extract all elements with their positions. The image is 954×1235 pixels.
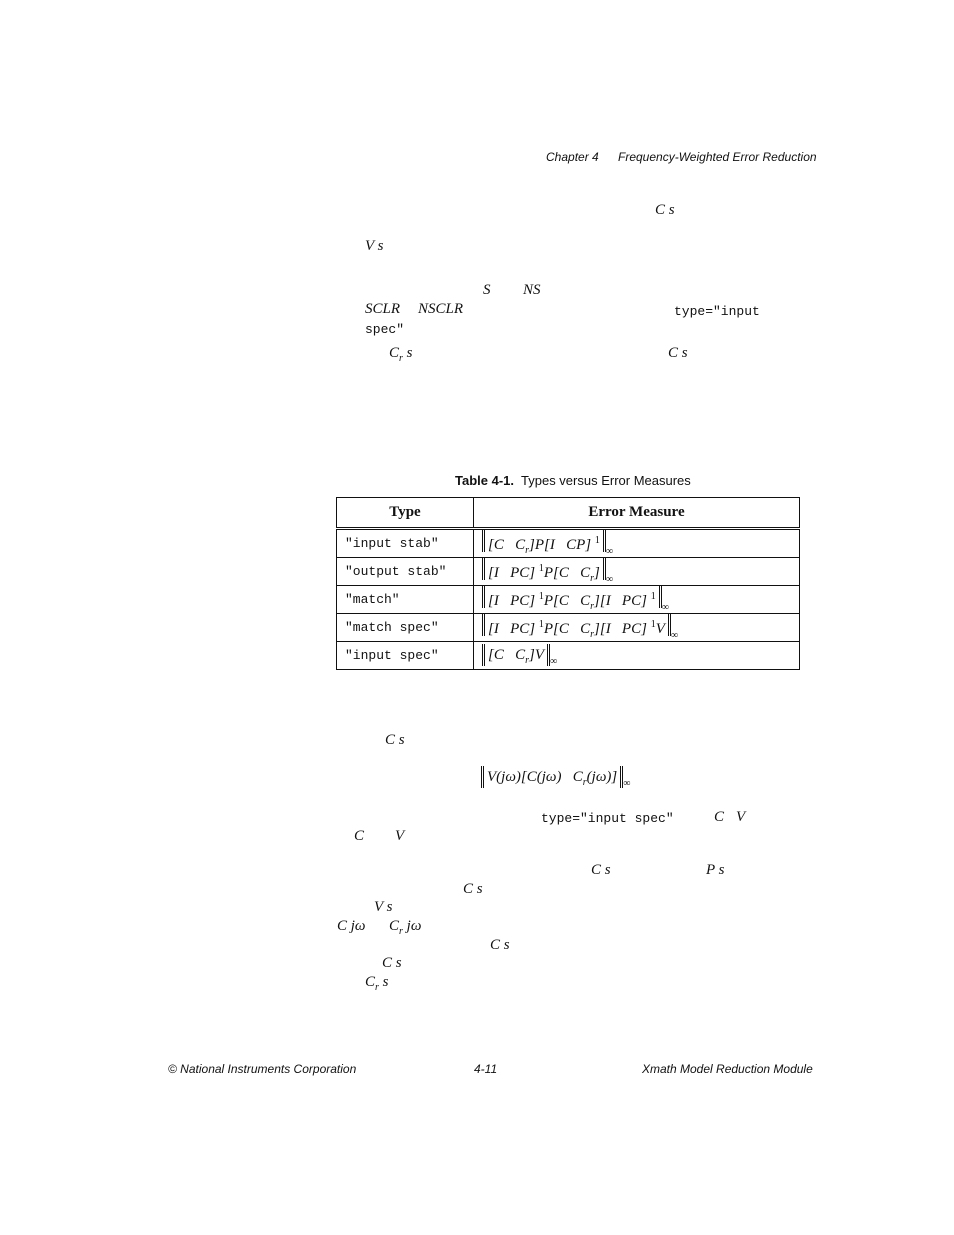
math-cr-s: $C_r$ s [389, 345, 413, 364]
type-cell: "output stab" [337, 558, 474, 586]
measure-cell: [C $C_r]V$ $_\infty$ [474, 642, 800, 670]
error-measures-table [336, 497, 800, 670]
math-c-jw: C jω [337, 918, 366, 934]
measure-cell: [I PC] $^1$P[C $C_r$] $_\infty$ [474, 558, 800, 586]
math-v-s-2: V s [374, 899, 393, 915]
math-c-s-2: C s [668, 345, 688, 361]
math-c-s-6: C s [490, 937, 510, 953]
col-header-type: Type [337, 498, 474, 529]
math-c-s-7: C s [382, 955, 402, 971]
code-spec: spec" [365, 322, 405, 337]
math-cr-s-2: $C_r$ s [365, 974, 389, 993]
code-type-input-spec: type="input spec" [541, 811, 674, 826]
table-row [337, 642, 800, 670]
math-nsclr: NSCLR [418, 301, 464, 317]
math-c-s-4: C s [591, 862, 611, 878]
math-v-2: V [395, 828, 405, 844]
math-ns-label: NS [523, 282, 541, 298]
table-row [337, 558, 800, 586]
col-header-error-measure: Error Measure [474, 498, 800, 529]
formula-weighted-norm: V(jω)[C(jω) $C_r(j\omega)$] $_\infty$ [481, 766, 630, 789]
math-sclr: SCLR [365, 301, 401, 317]
math-c-2: C [354, 828, 365, 844]
math-cr-jw: $C_r$ jω [389, 918, 422, 937]
table-row [337, 614, 800, 642]
type-cell: "match" [337, 586, 474, 614]
footer-page-number: 4-11 [474, 1062, 498, 1076]
math-c-s: C s [655, 202, 675, 218]
type-cell: "match spec" [337, 614, 474, 642]
type-cell: "input spec" [337, 642, 474, 670]
math-c-s-3: C s [385, 732, 405, 748]
math-s-label: S [483, 282, 491, 298]
math-v-s: V s [365, 238, 384, 254]
type-cell: "input stab" [337, 529, 474, 558]
math-c: C [714, 809, 725, 825]
table-header-row [337, 498, 800, 529]
table-caption-label: Table 4-1. [455, 473, 515, 488]
footer-copyright: © National Instruments Corporation [168, 1062, 357, 1076]
table-caption [455, 473, 691, 488]
header-chapter: Chapter 4 [546, 150, 599, 164]
table-caption-text: Types versus Error Measures [521, 473, 691, 488]
footer-product: Xmath Model Reduction Module [642, 1062, 813, 1076]
table-row [337, 586, 800, 614]
math-c-s-5: C s [463, 881, 483, 897]
measure-cell: [I PC] $^1$P[C $C_r][I$ PC] $^1$V $_\infty$ [474, 614, 800, 642]
header-section: Frequency-Weighted Error Reduction [618, 150, 817, 164]
code-type-input: type="input [674, 304, 760, 319]
math-v: V [736, 809, 746, 825]
measure-cell: [C $C_r]P[I$ CP] $^1_\infty$ [474, 529, 800, 558]
measure-cell: [I PC] $^1$P[C $C_r][I$ PC] $^1_\infty$ [474, 586, 800, 614]
table-row [337, 529, 800, 558]
math-p-s: P s [706, 862, 725, 878]
